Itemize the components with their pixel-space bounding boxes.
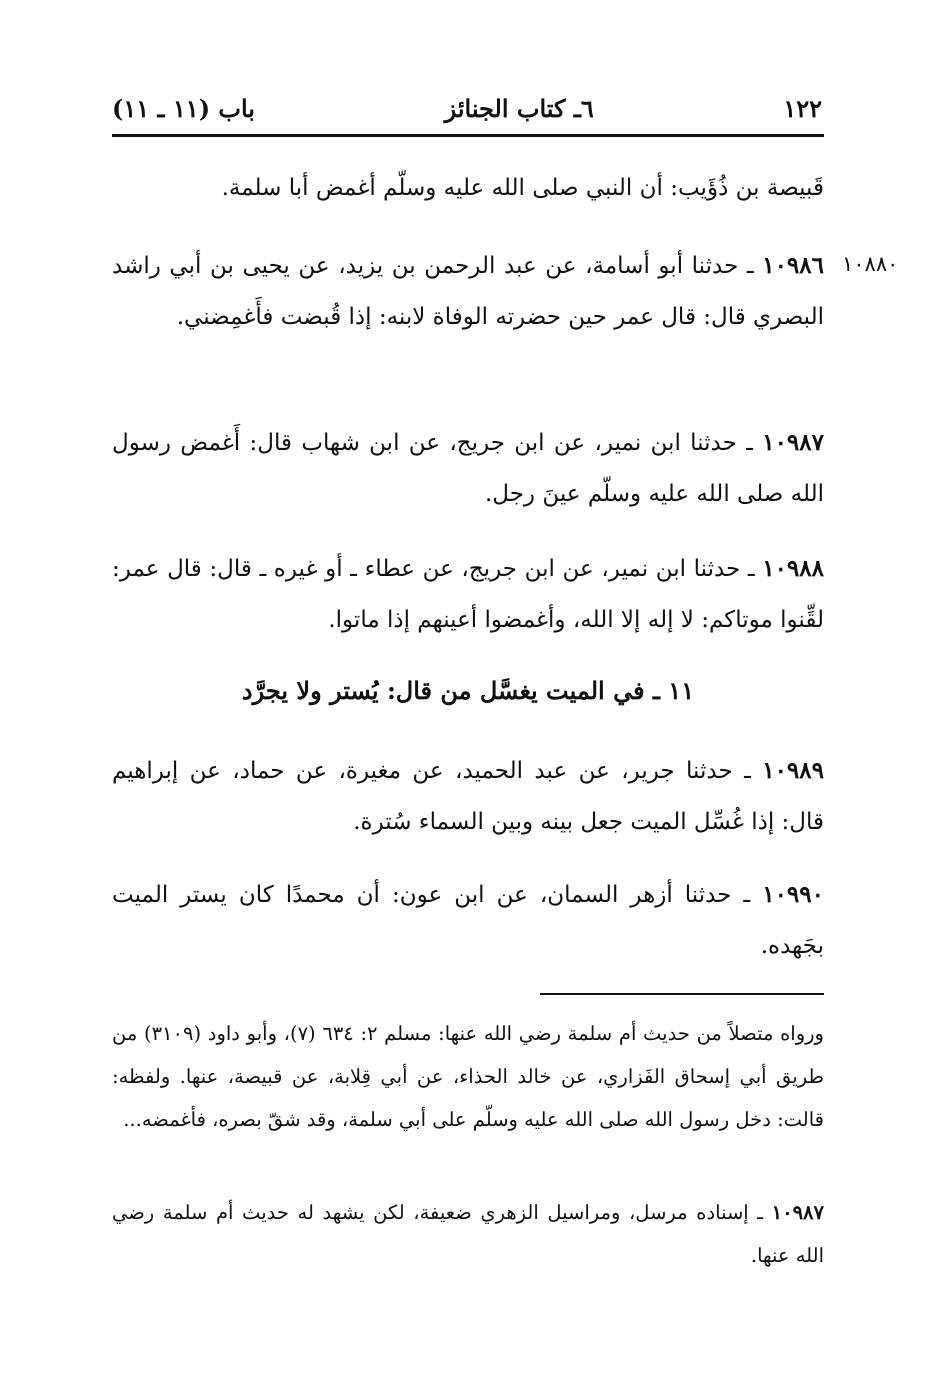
hadith-10990 (112, 869, 824, 972)
hadith-number: ١٠٩٩٠ (762, 881, 824, 908)
footnote-number: ١٠٩٨٧ (771, 1201, 824, 1224)
hadith-text: ـ حدثنا أبو أسامة، عن عبد الرحمن بن يزيد، عن يحيى بن أبي راشد البصري قال: قال عمر حين حضرته الوفاة لابنه: إذا قُبضت فأَغمِضني. (112, 253, 824, 330)
hadith-text: ـ حدثنا جرير، عن عبد الحميد، عن مغيرة، عن حماد، عن إبراهيم قال: إذا غُسِّل الميت جعل بينه وبين السماء سُترة. (112, 758, 824, 835)
running-header (112, 88, 822, 128)
hadith-number: ١٠٩٨٧ (762, 429, 824, 456)
margin-reference-number: ١٠٨٨٠ (842, 252, 899, 276)
footnote-text: ورواه متصلاً من حديث أم سلمة رضي الله عنها: مسلم ٢: ٦٣٤ (٧)، وأبو داود (٣١٠٩) من طريق أبي إسحاق الفَزاري، عن خالد الحذاء، عن أبي قِلابة، عن قبيصة، عنها. ولفظه: قالت: دخل رسول الله صلى الله عليه وسلّم على أبي سلمة، وقد شقّ بصره، فأغمضه... (112, 1022, 824, 1131)
hadith-text: ـ حدثنا ابن نمير، عن ابن جريج، عن عطاء ـ أو غيره ـ قال: قال عمر: لقِّنوا موتاكم: لا إله إلا الله، وأغمضوا أعينهم إذا ماتوا. (112, 556, 824, 633)
hadith-text: ـ حدثنا أزهر السمان، عن ابن عون: أن محمدًا كان يستر الميت بجَهده. (112, 882, 824, 959)
paragraph-continuation (112, 163, 824, 214)
header-rule (112, 134, 824, 137)
hadith-number: ١٠٩٨٦ (762, 252, 824, 279)
hadith-10987 (112, 417, 824, 520)
footnote-text: ـ إسناده مرسل، ومراسيل الزهري ضعيفة، لكن يشهد له حديث أم سلمة رضي الله عنها. (112, 1201, 824, 1267)
chapter-reference: باب (١١ ـ ١١) (112, 93, 255, 123)
hadith-10988 (112, 543, 824, 646)
hadith-number: ١٠٩٨٨ (762, 555, 824, 582)
hadith-10989 (112, 745, 824, 848)
hadith-10986 (112, 240, 824, 343)
book-title: ٦ـ كتاب الجنائز (444, 93, 594, 123)
footnote-continuation (112, 1012, 824, 1141)
footnote-10987 (112, 1191, 824, 1277)
footnote-rule (540, 993, 824, 995)
paragraph-text: قَبيصة بن ذُؤَيب: أن النبي صلى الله عليه وسلّم أغمض أبا سلمة. (221, 175, 824, 201)
hadith-text: ـ حدثنا ابن نمير، عن ابن جريج، عن ابن شهاب قال: أَغمض رسول الله صلى الله عليه وسلّم عينَ رجل. (112, 430, 824, 507)
hadith-number: ١٠٩٨٩ (762, 757, 824, 784)
page-number: ١٢٢ (783, 93, 822, 123)
section-heading: ١١ ـ في الميت يغسَّل من قال: يُستر ولا يجرَّد (241, 676, 695, 705)
